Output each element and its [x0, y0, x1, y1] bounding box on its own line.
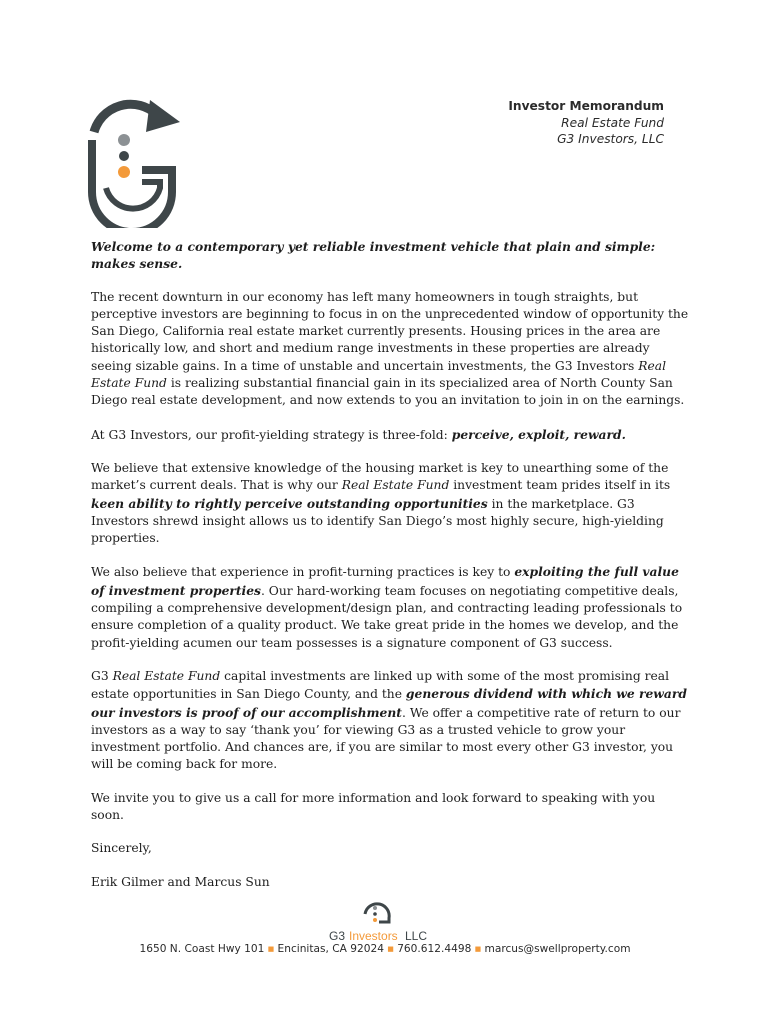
memo-company-name: G3 Investors, LLC [557, 132, 664, 146]
p3-emphasis: keen ability to rightly perceive outstanding opportunities [91, 495, 488, 511]
p1-text-end: is realizing substantial financial gain in its specialized area of North County San Diego real estate development, and now extends to you an invitation to join in on the earnings. [91, 376, 685, 408]
paragraph-1 [91, 289, 691, 410]
intro-line: Welcome to a contemporary yet reliable investment vehicle that plain and simple: makes sense. [91, 239, 656, 272]
p1-fund-name: Real Estate Fund [91, 358, 667, 391]
footer-phone: 760.612.4498 [397, 943, 472, 955]
p3-text-mid: investment team prides itself in its [449, 478, 671, 493]
p5-text-end: . We offer a competitive rate of return to our investors as a way to say ‘thank you’ for viewing G3 as a trusted vehicle to grow your investment portfolio. And chances are, if you are similar to most every other G3 investor, you will be coming back for more. [91, 705, 681, 772]
closing: Sincerely, [91, 841, 152, 856]
g3-investors-footer-logo [323, 896, 443, 944]
signers: Erik Gilmer and Marcus Sun [91, 874, 270, 889]
memo-title: Investor Memorandum [508, 99, 664, 113]
footer-separator: ▪ [387, 943, 395, 955]
footer-contact [0, 943, 770, 955]
paragraph-3 [91, 460, 691, 547]
footer-logo-g3: G3 [329, 929, 346, 943]
paragraph-4 [91, 563, 691, 651]
p5-text-mid: capital investments are linked up with some of the most promising real estate opportunities in San Diego County, and the [91, 668, 670, 702]
p3-text: We believe that extensive knowledge of the housing market is key to unearthing some of the market’s current deals. That is why our [91, 460, 669, 493]
p5-text: G3 [91, 668, 113, 683]
p4-text-end: . Our hard-working team focuses on negotiating competitive deals, compiling a comprehensive development/design plan, and contracting leading professionals to ensure completion of a quality product. We take great pride in the homes we develop, and the profit-yielding acumen our team possesses is a signature component of G3 success. [91, 583, 683, 650]
footer-email: marcus@swellproperty.com [484, 943, 631, 955]
paragraph-5 [91, 668, 691, 774]
footer-city: Encinitas, CA 92024 [277, 943, 384, 955]
p5-fund-name: Real Estate Fund [112, 668, 221, 683]
paragraph-6: We invite you to give us a call for more information and look forward to speaking with you soon. [91, 790, 656, 823]
p4-text: We also believe that experience in profit-turning practices is key to [91, 565, 515, 580]
footer-logo-llc: LLC [405, 929, 428, 943]
p5-emphasis: generous dividend with which we reward our investors is proof of our accomplishment [91, 686, 687, 720]
footer-separator: ▪ [474, 943, 482, 955]
footer-address: 1650 N. Coast Hwy 101 [139, 943, 265, 955]
memo-fund-name: Real Estate Fund [561, 115, 664, 130]
memo-header [420, 98, 664, 148]
paragraph-2 [91, 426, 691, 444]
g3-logo-icon [84, 92, 184, 228]
p2-strategy: perceive, exploit, reward. [451, 426, 626, 442]
footer-separator: ▪ [267, 943, 275, 955]
p3-text-end: in the marketplace. G3 Investors shrewd insight allows us to identify San Diego’s most highly secure, high-yielding properties. [91, 496, 664, 546]
p1-text: The recent downturn in our economy has left many homeowners in tough straights, but perceptive investors are beginning to focus in on the unprecedented window of opportunity the San Diego, California real estate market currently presents. Housing prices in the area are historically low, and short and medium range investments in these properties are already seeing sizable gains. In a time of unstable and uncertain investments, the G3 Investors [91, 289, 689, 373]
footer-logo-investors: Investors [349, 929, 398, 943]
p3-fund-name: Real Estate Fund [341, 478, 450, 493]
p2-text: At G3 Investors, our profit-yielding strategy is three-fold: [91, 427, 452, 442]
p4-emphasis: exploiting the full value of investment properties [91, 564, 679, 598]
letter-body [91, 238, 691, 907]
